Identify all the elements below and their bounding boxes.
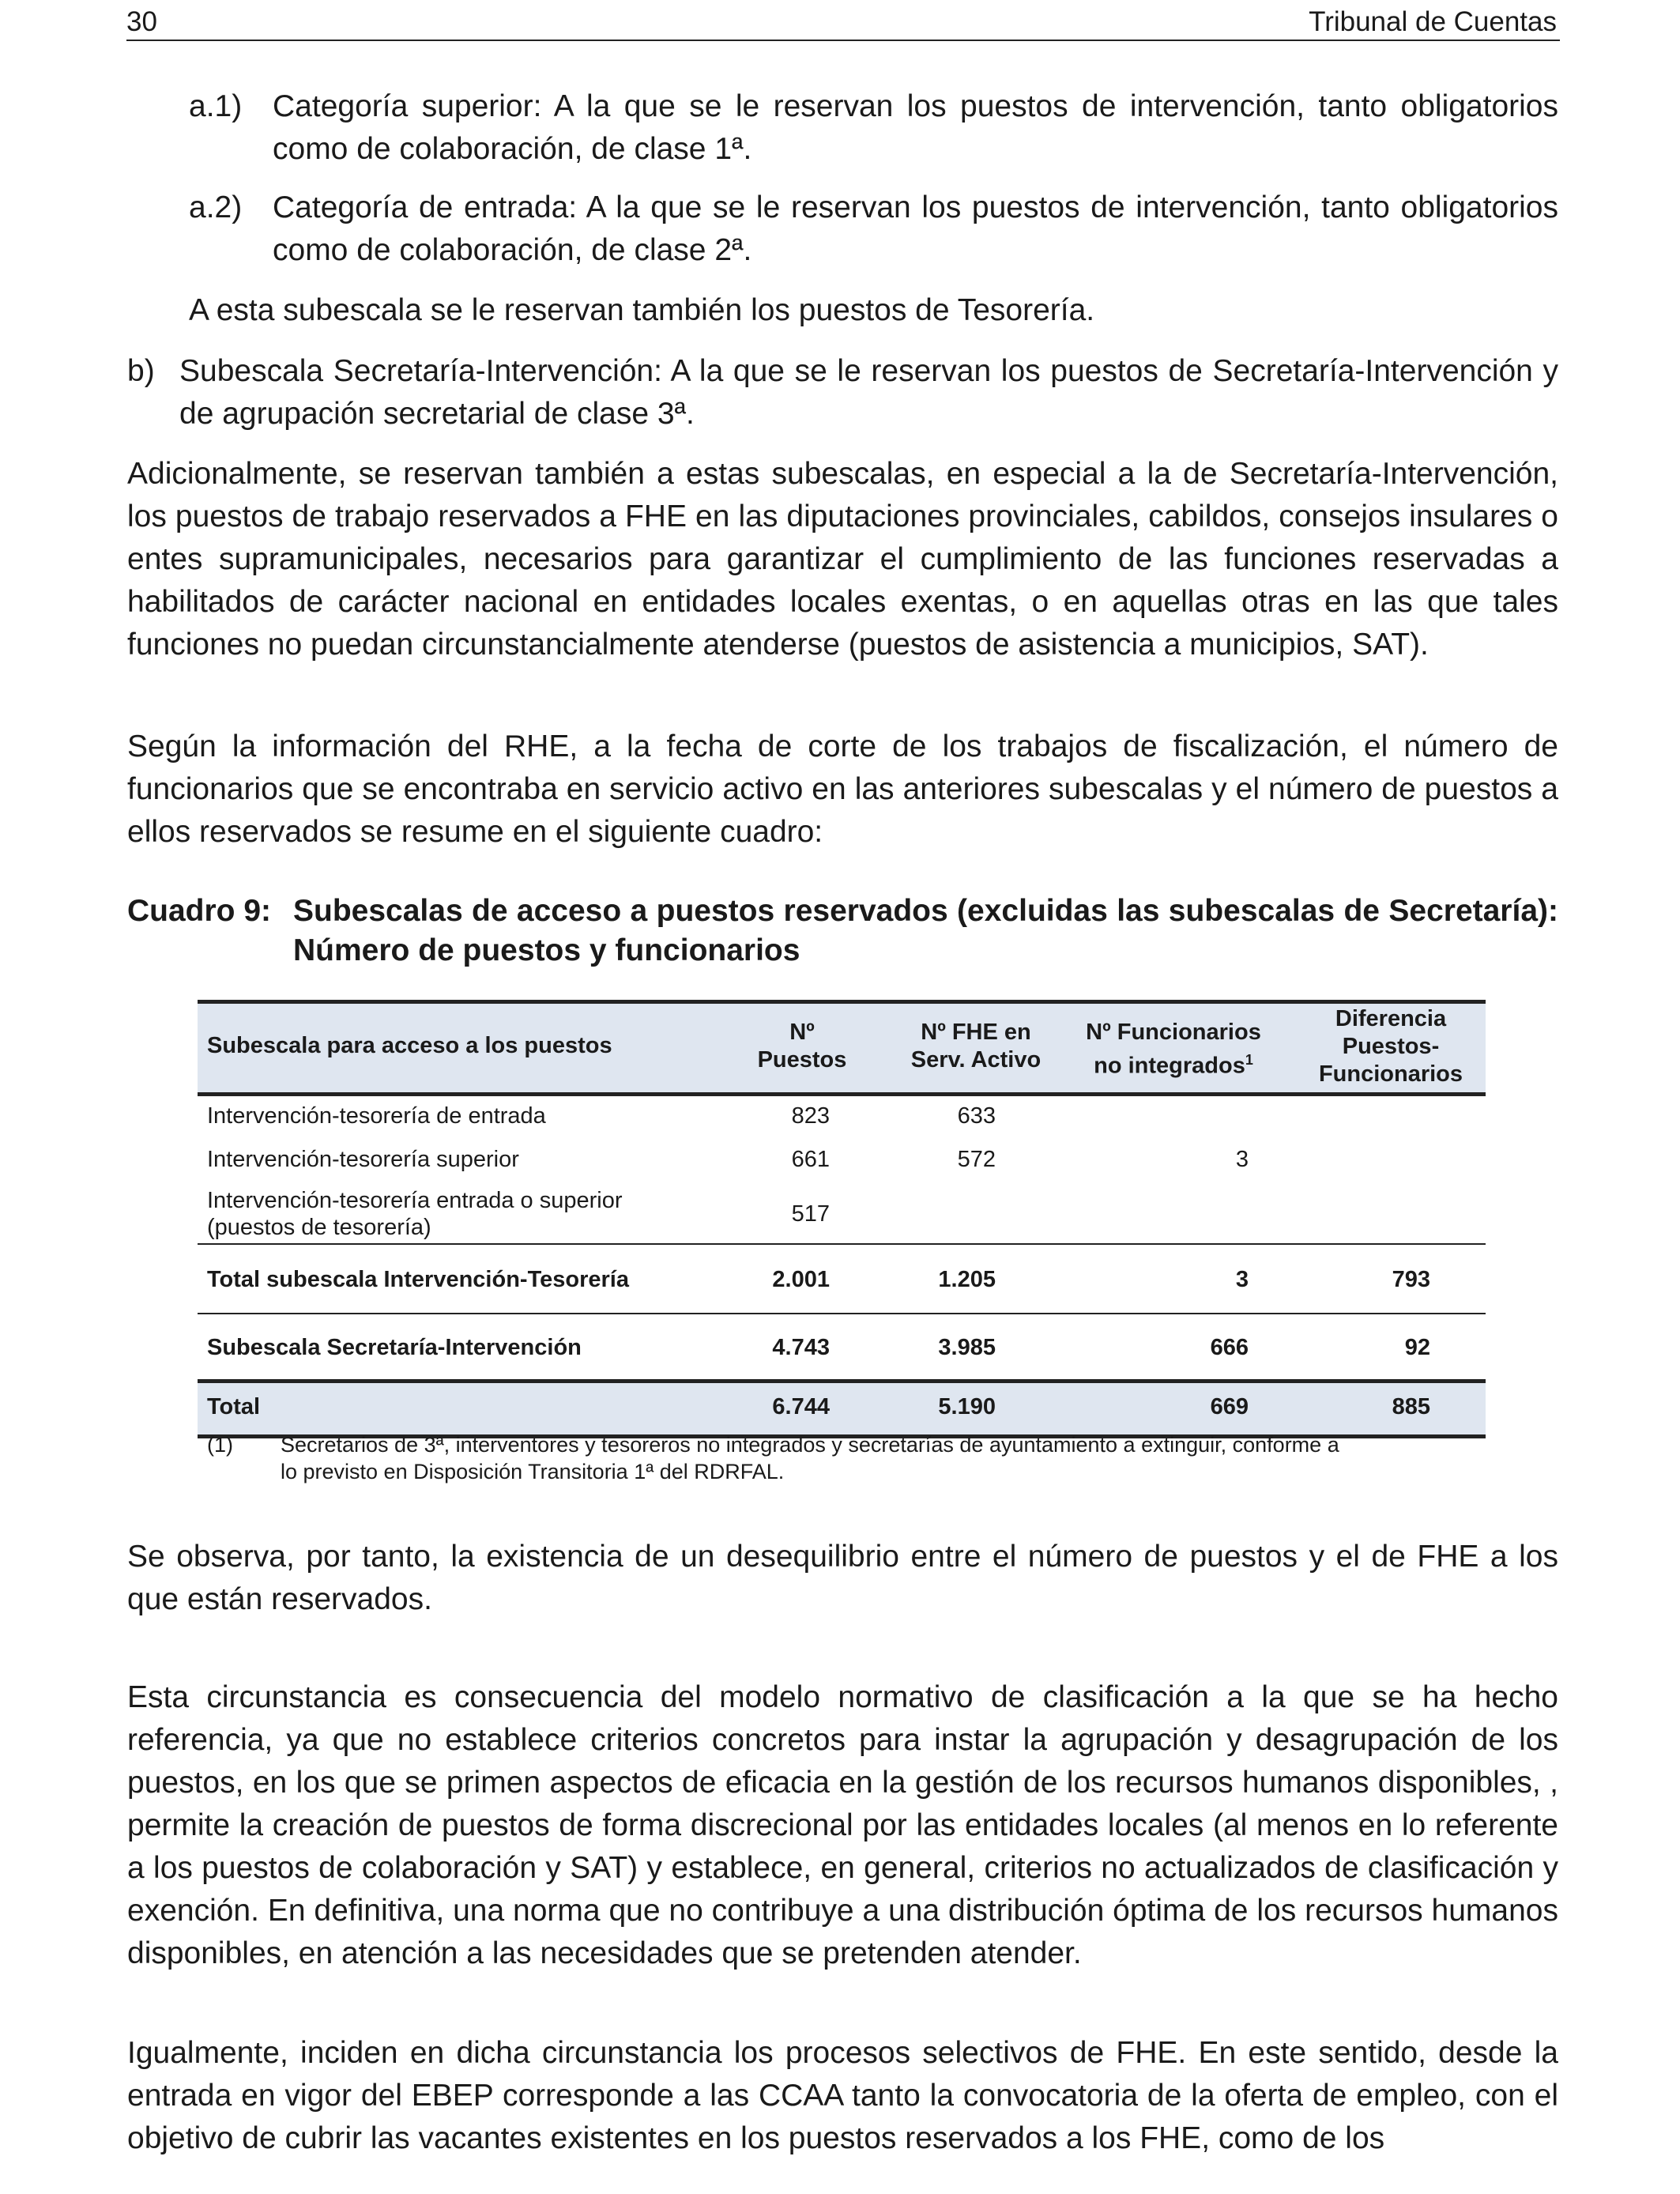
table-divider [198, 1243, 1486, 1245]
cell-diferencia: 92 [1404, 1335, 1430, 1360]
cell-name: Intervención-tesorería superior [207, 1147, 519, 1172]
cell-no-integrados: 3 [1235, 1147, 1249, 1172]
table-row [198, 1140, 1486, 1179]
header-line: Puestos- [1342, 1034, 1440, 1059]
header-col-puestos [735, 1019, 869, 1074]
footnote-line: lo previsto en Disposición Transitoria 1ª del RDRFAL. [281, 1460, 785, 1483]
header-line: Serv. Activo [910, 1047, 1042, 1072]
header-line: Puestos [757, 1047, 847, 1072]
header-line [1067, 1046, 1280, 1080]
paragraph: Igualmente, inciden en dicha circunstancia los procesos selectivos de FHE. En este sentido, desde la entrada en vigor del EBEP corresponde a las CCAA tanto la convocatoria de la oferta de empleo, con el objetivo de cubrir las vacantes existentes en los puestos reservados a los FHE, como de los [127, 2036, 1558, 2155]
paragraph: Adicionalmente, se reservan también a estas subescalas, en especial a la de Secretaría-Intervención, los puestos de trabajo reservados a FHE en las diputaciones provinciales, cabildos, consejos insulares o entes supramunicipales, necesarios para garantizar el cumplimiento de las funciones reservadas a habilitados de carácter nacional en entidades locales exentas, o en aquellas otras en las que tales funciones no puedan circunstancialmente atenderse (puestos de asistencia a municipios, SAT). [127, 457, 1558, 662]
paragraph: Se observa, por tanto, la existencia de un desequilibrio entre el número de puestos y el de FHE a los que están reservados. [127, 1540, 1558, 1616]
table-row-subtotal [198, 1251, 1486, 1299]
caption-text: Subescalas de acceso a puestos reservados (excluidas las subescalas de Secretaría): Número de puestos y funcionarios [293, 894, 1558, 967]
table-row [198, 1096, 1486, 1136]
header-line: Nº [789, 1020, 815, 1045]
cell-name: Intervención-tesorería de entrada [207, 1103, 546, 1129]
list-item-label: b) [127, 354, 155, 388]
cell-name: Total subescala Intervención-Tesorería [207, 1267, 629, 1292]
header-line: Funcionarios [1318, 1061, 1463, 1087]
header-text: no integrados [1094, 1053, 1245, 1079]
cell-puestos: 823 [791, 1103, 830, 1129]
cell-fhe: 572 [957, 1147, 996, 1172]
cell-name-line: Intervención-tesorería entrada o superior [207, 1188, 623, 1213]
cell-diferencia: 885 [1392, 1394, 1430, 1419]
cell-name: Total [207, 1394, 261, 1419]
list-item-text: Categoría superior: A la que se le reservan los puestos de intervención, tanto obligatorios como de colaboración, de clase 1ª. [273, 89, 1558, 166]
footnote-ref: 1 [1245, 1052, 1253, 1068]
footnote-line: Secretarios de 3ª, interventores y tesoreros no integrados y secretarías de ayuntamiento a extinguir, conforme a [281, 1433, 1339, 1457]
cell-puestos: 2.001 [772, 1267, 830, 1292]
header-line: Nº FHE en [921, 1020, 1031, 1045]
cell-fhe: 5.190 [938, 1394, 996, 1419]
list-item-text: Categoría de entrada: A la que se le reservan los puestos de intervención, tanto obligatorios como de colaboración, de clase 2ª. [273, 190, 1558, 267]
table-row-total [198, 1379, 1486, 1438]
cell-fhe: 633 [957, 1103, 996, 1129]
header-title: Tribunal de Cuentas [1309, 6, 1557, 37]
header-col-no-integrados [1067, 1019, 1280, 1080]
caption-label: Cuadro 9: [127, 894, 272, 928]
page-number: 30 [126, 6, 157, 37]
table-row-subtotal [198, 1319, 1486, 1367]
tesoreria-note: A esta subescala se le reservan también los puestos de Tesorería. [189, 293, 1095, 327]
header-col-fhe [893, 1019, 1059, 1074]
cell-no-integrados: 669 [1210, 1394, 1249, 1419]
cell-fhe: 1.205 [938, 1267, 996, 1292]
table-row [198, 1183, 1486, 1246]
paragraph: Esta circunstancia es consecuencia del modelo normativo de clasificación a la que se ha hecho referencia, ya que no establece criterios concretos para instar la agrupación y desagrupación de los puestos, en los que se primen aspectos de eficacia en la gestión de los recursos humanos disponibles, , permite la creación de puestos de forma discrecional por las entidades locales (al menos en lo referente a los puestos de colaboración y SAT) y establece, en general, criterios no actualizados de clasificación y exención. En definitiva, una norma que no contribuye a una distribución óptima de los recursos humanos disponibles, en atención a las necesidades que se pretenden atender. [127, 1680, 1558, 1970]
footnote-text [281, 1431, 1486, 1485]
list-item-label: a.1) [189, 89, 243, 123]
page-header [126, 5, 1560, 41]
table-divider [198, 1313, 1486, 1314]
cell-puestos: 6.744 [772, 1394, 830, 1419]
footnote-label: (1) [207, 1433, 233, 1457]
header-col-diferencia [1296, 1005, 1486, 1088]
list-item-label: a.2) [189, 190, 243, 224]
cell-puestos: 661 [791, 1147, 830, 1172]
cell-no-integrados: 666 [1210, 1335, 1249, 1360]
list-item-text: Subescala Secretaría-Intervención: A la que se le reservan los puestos de Secretaría-Intervención y de agrupación secretarial de clase 3ª. [179, 354, 1558, 431]
cell-no-integrados: 3 [1235, 1267, 1249, 1292]
cell-fhe: 3.985 [938, 1335, 996, 1360]
paragraph: Según la información del RHE, a la fecha de corte de los trabajos de fiscalización, el número de funcionarios que se encontraba en servicio activo en las anteriores subescalas y el número de puestos a ellos reservados se resume en el siguiente cuadro: [127, 729, 1558, 849]
cell-puestos: 4.743 [772, 1335, 830, 1360]
cell-name: Subescala Secretaría-Intervención [207, 1335, 582, 1360]
table-header [198, 1000, 1486, 1096]
cell-puestos: 517 [791, 1201, 830, 1227]
cell-diferencia: 793 [1392, 1267, 1430, 1292]
cell-name [207, 1187, 623, 1241]
header-line: Diferencia [1335, 1006, 1447, 1031]
header-line: Nº Funcionarios [1086, 1020, 1261, 1045]
cell-name-line: (puestos de tesorería) [207, 1215, 431, 1240]
header-col-subescala: Subescala para acceso a los puestos [207, 1033, 612, 1058]
